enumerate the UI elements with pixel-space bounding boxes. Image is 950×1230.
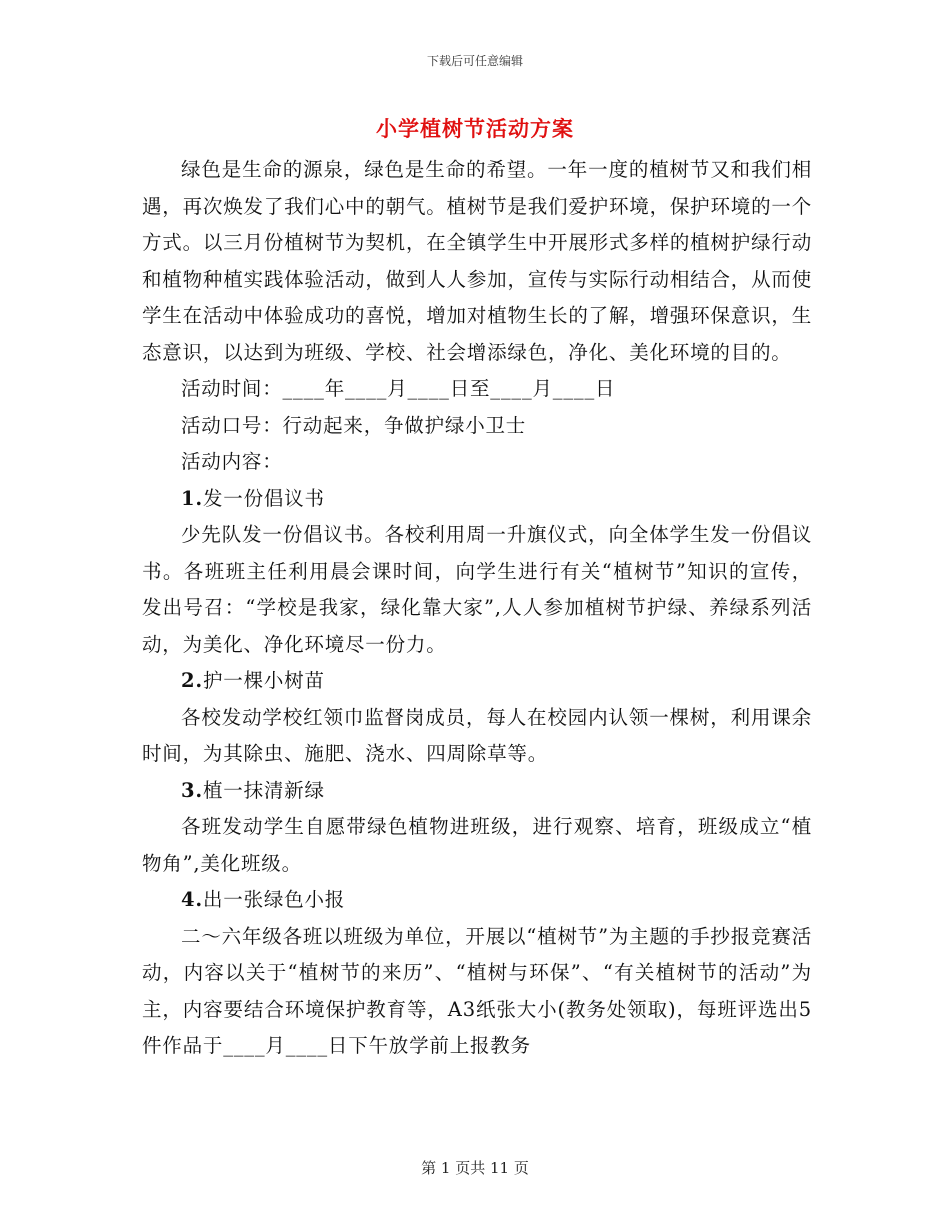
section-paragraph-1: 少先队发一份倡议书。各校利用周一升旗仪式，向全体学生发一份倡议书。各班班主任利用晨会课时间，向学生进行有关“植树节”知识的宣传，发出号召：“学校是我家，绿化靠大家”,人人参加植树节护绿、养绿系列活动，为美化、净化环境尽一份力。 [142,523,812,656]
intro-paragraph: 绿色是生命的源泉，绿色是生命的希望。一年一度的植树节又和我们相遇，再次焕发了我们心中的朝气。植树节是我们爱护环境，保护环境的一个方式。以三月份植树节为契机，在全镇学生中开展形式多样的植树护绿行动和植物种植实践体验活动，做到人人参加，宣传与实际行动相结合，从而使学生在活动中体验成功的喜悦，增加对植物生长的了解，增强环保意识，生态意识，以达到为班级、学校、社会增添绿色，净化、美化环境的目的。 [142,158,812,364]
section-number: 1. [181,486,203,510]
activity-content-label: 活动内容： [181,450,283,473]
section-paragraph-2: 各校发动学校红领巾监督岗成员，每人在校园内认领一棵树，利用课余时间，为其除虫、施肥、浇水、四周除草等。 [142,705,812,765]
section-number: 2. [181,669,203,692]
activity-slogan: 活动口号：行动起来，争做护绿小卫士 [181,413,527,437]
section-heading-text: 出一张绿色小报 [202,888,346,911]
section-number: 4. [181,888,203,911]
section-heading-4 [142,882,812,919]
section-heading-text: 发一份倡议书 [202,486,325,510]
section-number: 3. [181,778,203,802]
section-paragraph-4: 二～六年级各班以班级为单位，开展以“植树节”为主题的手抄报竞赛活动，内容以关于“植树节的来历”、“植树与环保”、“有关植树节的活动”为主，内容要结合环境保护教育等，A3纸张大小(教务处领取)，每班评选出5件作品于____月____日下午放学前上报教务 [142,924,812,1057]
section-heading-3 [142,773,812,810]
header-note: 下载后可任意编辑 [426,54,523,68]
document-title: 小学植树节活动方案 [376,116,574,141]
page-footer: 第 1 页共 11 页 [421,1159,529,1177]
section-heading-text: 植一抹清新绿 [202,778,325,802]
section-heading-1 [142,481,812,518]
section-heading-2 [142,663,812,700]
section-heading-text: 护一棵小树苗 [202,669,325,692]
document-body [142,152,812,1065]
section-paragraph-3: 各班发动学生自愿带绿色植物进班级，进行观察、培育，班级成立“植物角”,美化班级。 [142,815,812,875]
activity-time: 活动时间：____年____月____日至____月____日 [181,377,616,400]
